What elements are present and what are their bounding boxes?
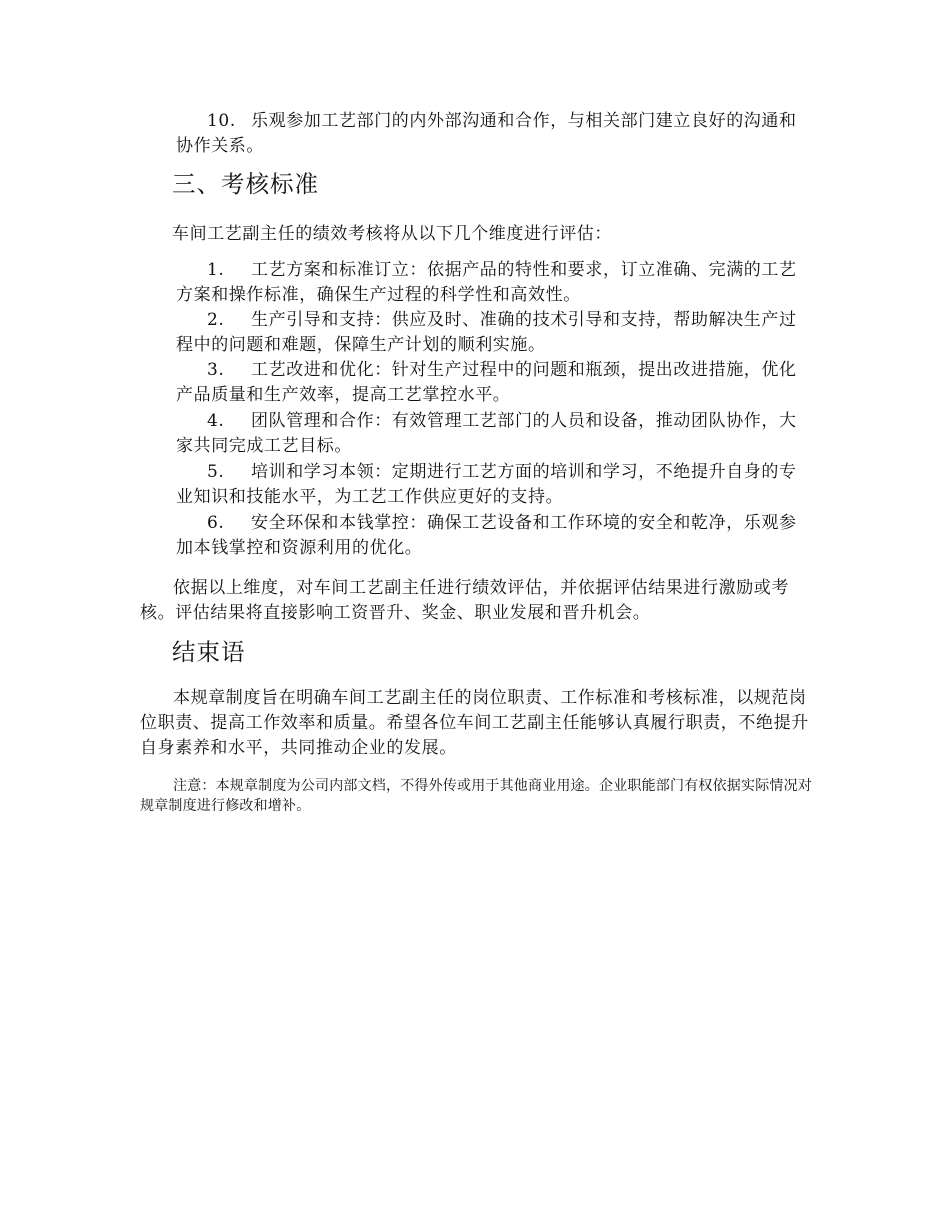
list-item-text: 生产引导和支持：供应及时、准确的技术引导和支持，帮助解决生产过程中的问题和难题，保障生产计划的顺利实施。 <box>176 310 797 355</box>
section-heading-conclusion: 结束语 <box>172 638 246 666</box>
list-item <box>176 460 812 510</box>
list-item-text: 安全环保和本钱掌控：确保工艺设备和工作环境的安全和乾净，乐观参加本钱掌控和资源利用的优化。 <box>176 513 797 558</box>
list-item <box>176 358 812 408</box>
list-item-number: 6. <box>207 513 225 533</box>
list-item-number: 3. <box>207 360 225 380</box>
list-item <box>176 308 812 358</box>
section-intro: 车间工艺副主任的绩效考核将从以下几个维度进行评估： <box>172 224 612 244</box>
list-item-number: 2. <box>207 310 225 330</box>
list-item-text: 工艺改进和优化：针对生产过程中的问题和瓶颈，提出改进措施，优化产品质量和生产效率，提高工艺掌控水平。 <box>176 360 797 405</box>
list-item-number: 5. <box>207 462 225 482</box>
list-item-number: 1. <box>207 260 225 280</box>
list-item <box>176 511 812 561</box>
section-heading-assessment: 三、考核标准 <box>172 170 319 198</box>
list-item-text: 培训和学习本领：定期进行工艺方面的培训和学习，不绝提升自身的专业知识和技能水平，为工艺工作供应更好的支持。 <box>176 462 797 507</box>
list-item-text: 乐观参加工艺部门的内外部沟通和合作，与相关部门建立良好的沟通和协作关系。 <box>176 111 797 156</box>
list-item-number: 4. <box>207 411 225 431</box>
list-item-text: 工艺方案和标准订立：依据产品的特性和要求，订立准确、完满的工艺方案和操作标准，确保生产过程的科学性和高效性。 <box>176 260 797 305</box>
confidentiality-note: 注意：本规章制度为公司内部文档，不得外传或用于其他商业用途。企业职能部门有权依据实际情况对规章制度进行修改和增补。 <box>140 778 812 814</box>
list-item-text: 团队管理和合作：有效管理工艺部门的人员和设备，推动团队协作，大家共同完成工艺目标。 <box>176 411 797 456</box>
list-item-number: 10. <box>207 111 236 131</box>
list-item <box>176 258 812 308</box>
list-item <box>176 409 812 459</box>
conclusion-paragraph: 本规章制度旨在明确车间工艺副主任的岗位职责、工作标准和考核标准，以规范岗位职责、提高工作效率和质量。希望各位车间工艺副主任能够认真履行职责，不绝提升自身素养和水平，共同推动企业的发展。 <box>140 688 809 758</box>
assessment-summary: 依据以上维度，对车间工艺副主任进行绩效评估，并依据评估结果进行激励或考核。评估结果将直接影响工资晋升、奖金、职业发展和晋升机会。 <box>140 578 789 623</box>
list-item <box>176 109 812 159</box>
